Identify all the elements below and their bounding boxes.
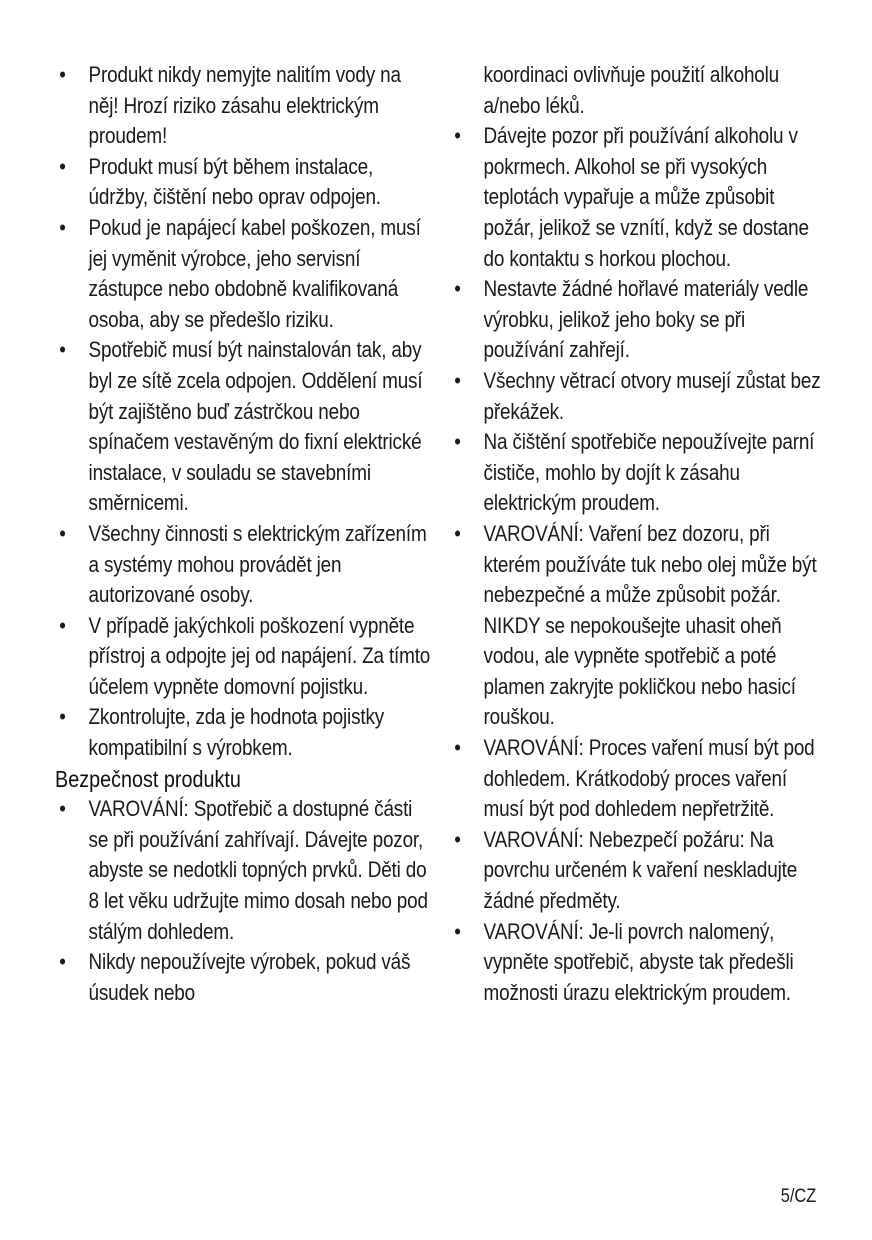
list-item xyxy=(55,519,434,611)
list-item xyxy=(450,917,829,1009)
bullet-icon: • xyxy=(59,337,66,363)
list-item-text: Na čištění spotřebiče nepoužívejte parní čističe, mohlo by dojít k zásahu elektrickým proudem. xyxy=(483,429,815,516)
list-item xyxy=(55,152,434,213)
list-item-text: Nikdy nepoužívejte výrobek, pokud váš úsudek nebo xyxy=(88,949,411,1005)
list-item xyxy=(450,121,829,274)
bullet-icon: • xyxy=(454,276,461,302)
list-item-text: Pokud je napájecí kabel poškozen, musí jej vyměnit výrobce, jeho servisní zástupce nebo obdobně kvalifikovaná osoba, aby se předešlo riziku. xyxy=(88,214,421,332)
list-item xyxy=(450,733,829,825)
list-item-text: VAROVÁNÍ: Proces vaření musí být pod dohledem. Krátkodobý proces vaření musí být pod dohledem nepřetržitě. xyxy=(483,735,815,822)
list-item-text: VAROVÁNÍ: Vaření bez dozoru, při kterém používáte tuk nebo olej může být nebezpečné a může způsobit požár. NIKDY se nepokoušejte uhasit oheň vodou, ale vypněte spotřebič a poté plamen zakryjte pokličkou nebo hasicí rouškou. xyxy=(483,520,817,730)
left-column xyxy=(55,60,435,1008)
safety-list-electrical xyxy=(55,60,435,764)
list-item xyxy=(55,611,434,703)
list-item xyxy=(450,427,829,519)
list-item xyxy=(55,794,434,947)
list-item-text: V případě jakýchkoli poškození vypněte přístroj a odpojte jej od napájení. Za tímto účelem vypněte domovní pojistku. xyxy=(88,612,431,699)
bullet-icon: • xyxy=(454,520,461,546)
bullet-icon: • xyxy=(59,612,66,638)
bullet-icon: • xyxy=(59,62,66,87)
bullet-icon: • xyxy=(454,826,461,852)
list-item xyxy=(450,366,829,427)
list-item-text: Nestavte žádné hořlavé materiály vedle výrobku, jelikož jeho boky se při používání zahřejí. xyxy=(483,276,809,363)
bullet-icon: • xyxy=(59,153,66,179)
bullet-icon: • xyxy=(59,796,66,822)
list-item xyxy=(450,519,829,733)
list-item xyxy=(55,213,434,335)
bullet-icon: • xyxy=(59,520,66,546)
list-item-text: VAROVÁNÍ: Nebezpečí požáru: Na povrchu určeném k vaření neskladujte žádné předměty. xyxy=(483,826,798,914)
bullet-icon: • xyxy=(454,429,461,455)
list-item-text: Produkt nikdy nemyjte nalitím vody na něj! Hrozí riziko zásahu elektrickým proudem! xyxy=(88,62,401,149)
list-item-text: Spotřebič musí být nainstalován tak, aby byl ze sítě zcela odpojen. Oddělení musí být zajištěno buď zástrčkou nebo spínačem vestavěným do fixní elektrické instalace, v souladu se stavebními směrnicemi. xyxy=(88,337,423,516)
bullet-icon: • xyxy=(59,214,66,240)
list-item xyxy=(55,702,434,763)
list-item-text: VAROVÁNÍ: Je-li povrch nalomený, vypněte spotřebič, abyste tak předešli možnosti úrazu elektrickým proudem. xyxy=(483,918,794,1005)
list-item xyxy=(450,825,829,917)
list-item-text: Všechny větrací otvory musejí zůstat bez překážek. xyxy=(483,367,821,424)
bullet-icon: • xyxy=(454,367,461,393)
list-item xyxy=(450,274,829,366)
list-item-text: Všechny činnosti s elektrickým zařízením a systémy mohou provádět jen autorizované osoby. xyxy=(88,520,427,608)
right-column xyxy=(450,60,830,1008)
list-item xyxy=(55,335,434,519)
list-item xyxy=(55,60,434,152)
safety-list-continued xyxy=(450,60,830,1008)
page-number: 5/CZ xyxy=(780,1186,816,1207)
list-item-text: Dávejte pozor při používání alkoholu v pokrmech. Alkohol se při vysokých teplotách vypařuje a může způsobit požár, jelikož se vznítí, když se dostane do kontaktu s horkou plochou. xyxy=(483,123,809,271)
bullet-icon: • xyxy=(59,704,66,730)
list-item-text: koordinaci ovlivňuje použití alkoholu a/nebo léků. xyxy=(483,62,780,118)
list-item-continuation xyxy=(450,60,829,121)
bullet-icon: • xyxy=(454,918,461,944)
section-heading: Bezpečnost produktu xyxy=(55,765,241,792)
list-item-text: VAROVÁNÍ: Spotřebič a dostupné části se při používání zahřívají. Dávejte pozor, abyste se nedotkli topných prvků. Děti do 8 let věku udržujte mimo dosah nebo pod stálým dohledem. xyxy=(88,796,428,944)
bullet-icon: • xyxy=(454,123,461,149)
list-item-text: Produkt musí být během instalace, údržby, čištění nebo oprav odpojen. xyxy=(88,153,381,210)
bullet-icon: • xyxy=(59,949,66,975)
list-item xyxy=(55,947,434,1008)
bullet-icon: • xyxy=(454,735,461,761)
list-item-text: Zkontrolujte, zda je hodnota pojistky kompatibilní s výrobkem. xyxy=(88,704,385,761)
safety-list-product xyxy=(55,794,435,1008)
